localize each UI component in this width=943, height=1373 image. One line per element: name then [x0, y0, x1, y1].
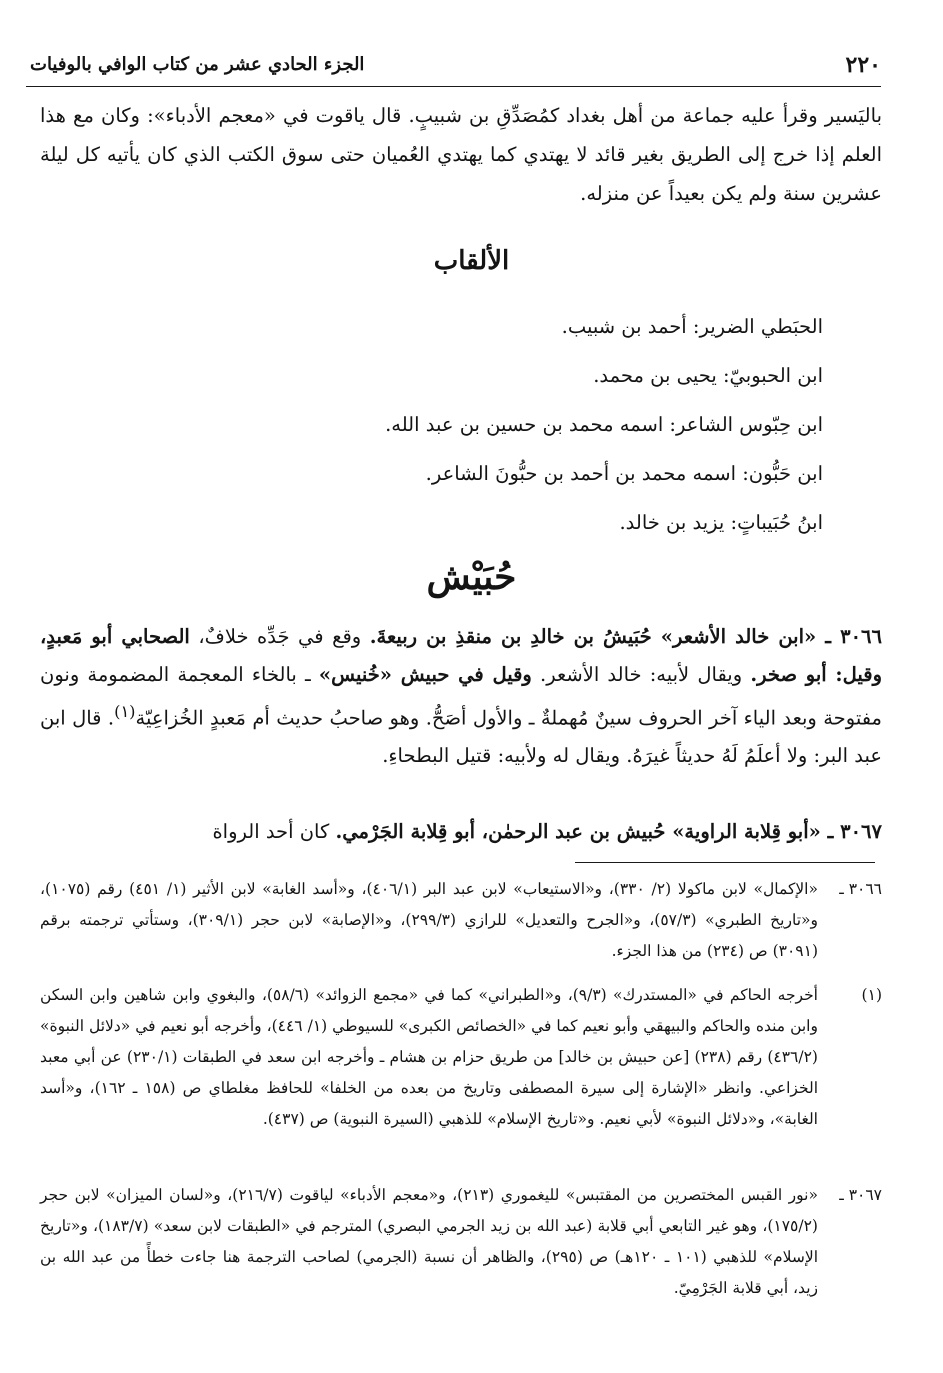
running-header: [26, 40, 881, 87]
entry-text: . قال ابن عبد البر: ولا أعلَمُ لَهُ حديثاً غيرَهُ. ويقال له ولأبيه: قتيل البطحاءِ.: [40, 706, 882, 767]
entry-text: وقع في جَدِّه خلافٌ،: [189, 625, 370, 648]
footnote-3067: [40, 1180, 882, 1304]
footnote-label: (١): [861, 986, 882, 1004]
footnote-divider: [575, 862, 875, 863]
list-item: ابن حَبُّون: اسمه محمد بن أحمد بن حبُّونَ الشاعر.: [425, 462, 823, 485]
list-item: ابنُ حُبَيباتٍ: يزيد بن خالد.: [619, 511, 823, 534]
intro-paragraph: باليَسير وقرأ عليه جماعة من أهل بغداد كمُصَدِّقِ بن شبيبٍ. قال ياقوت في «معجم الأدباء»: وكان مع هذا العلم إذا خرج إلى الطريق بغير قائد لا يهتدي كما يهتدي العُميان حتى سوق الكتب الذي كان يأتيه كل ليلة عشرين سنة ولم يكن بعيداً عن منزله.: [40, 104, 882, 205]
footnote-text: «نور القبس المختصرين من المقتبس» لليغموري (٢١٣)، و«معجم الأدباء» لياقوت (٢١٦/٧)، و«لسان الميزان» لابن حجر (١٧٥/٢)، وهو غير التابعي أبي قلابة (عبد الله بن زيد الجرمي البصري) المترجم في «الطبقات لابن سعد» (١٨٣/٧)، و«تاريخ الإسلام» للذهبي (١٠١ ـ ١٢٠هـ) ص (٢٩٥)، والظاهر أن نسبة (الجرمي) لصاحب الترجمة هنا جاءت خطأً من عبد الله بن زيد، أبي قلابة الجَرْمِيّ.: [40, 1186, 819, 1297]
footnote-text: أخرجه الحاكم في «المستدرك» (٩/٣)، و«الطبراني» كما في «مجمع الزوائد» (٥٨/٦)، والبغوي وابن شاهين وابن السكن وابن منده والحاكم والبيهقي وأبو نعيم كما في «الخصائص الكبرى» للسيوطي (١/ ٤٤٦)، وأخرجه أبو نعيم في «دلائل النبوة» (٤٣٦/٢) رقم (٢٣٨) [عن حبيش بن خالد] من طريق حزام بن هشام ـ وأخرجه ابن سعد في الطبقات (٢٣٠/١) عن أبي معبد الخزاعي. وانظر «الإشارة إلى سيرة المصطفى وتاريخ من بعده من الخلفا» للحافظ مغلطاي ص (١٥٨ ـ ١٦٢)، و«أسد الغابة»، و«دلائل النبوة» لأبي نعيم. و«تاريخ الإسلام» للذهبي (السيرة النبوية) ص (٤٣٧).: [40, 986, 819, 1128]
entry-text: ـ بالخاء المعجمة المضمومة ونون مفتوحة وبعد الياء آخر الحروف سينٌ مُهملةٌ ـ والأول أصَحُّ. وهو صاحبُ حديث أم مَعبدٍ الخُزاعِيّة: [40, 662, 883, 730]
entry-3067: [40, 812, 882, 851]
footnote-label: ٣٠٦٧ ـ: [839, 1186, 882, 1204]
running-title: الجزء الحادي عشر من كتاب الوافي بالوفيات: [30, 54, 365, 75]
entry-text: كان أحد الرواة: [212, 820, 336, 843]
alqab-list: [103, 302, 823, 547]
section-heading: حُبَيْش: [426, 556, 517, 598]
entry-head: ٣٠٦٦ ـ «ابن خالد الأشعر» حُبَيشُ بن خالدِ بن منقذِ بن ربيعةَ.: [369, 625, 882, 648]
page-number: ٢٢٠: [845, 52, 881, 78]
footnote-label: ٣٠٦٦ ـ: [839, 880, 882, 898]
footnote-1: [40, 980, 882, 1135]
list-item: ابن حِبّوس الشاعر: اسمه محمد بن حسين بن عبد الله.: [385, 413, 823, 436]
footnote-ref[interactable]: (١): [114, 702, 136, 721]
list-item: ابن الحبوبيّ: يحيى بن محمد.: [593, 364, 823, 387]
entry-head: ٣٠٦٧ ـ «أبو قِلابة الراوية» حُبيش بن عبد الرحمٰن، أبو قِلابة الجَرْمي.: [335, 820, 882, 843]
entry-bold-text: الصحابي أبو مَعبدٍ، وقيل: أبو صخر.: [40, 625, 883, 686]
footnote-text: «الإكمال» لابن ماكولا (٢/ ٣٣٠)، و«الاستيعاب» لابن عبد البر (٤٠٦/١)، و«أسد الغابة» لابن الأثير (١/ ٤٥١) رقم (١٠٧٥)، و«تاريخ الطبري» (٥٧/٣)، و«الجرح والتعديل» للرازي (٢٩٩/٣)، و«الإصابة» لابن حجر (٣٠٩/١)، وستأتي ترجمته برقم (٣٠٩١) ص (٢٣٤) من هذا الجزء.: [40, 880, 818, 960]
entry-text: ويقال لأبيه: خالد الأشعر.: [531, 662, 751, 686]
list-item: الحبَطي الضرير: أحمد بن شبيب.: [561, 315, 823, 338]
entry-bold-text: وقيل في حبيش «خُنيس»: [318, 662, 532, 686]
alqab-heading: الألقاب: [433, 246, 510, 276]
entry-3066: [40, 618, 882, 775]
footnote-3066: [40, 874, 882, 967]
